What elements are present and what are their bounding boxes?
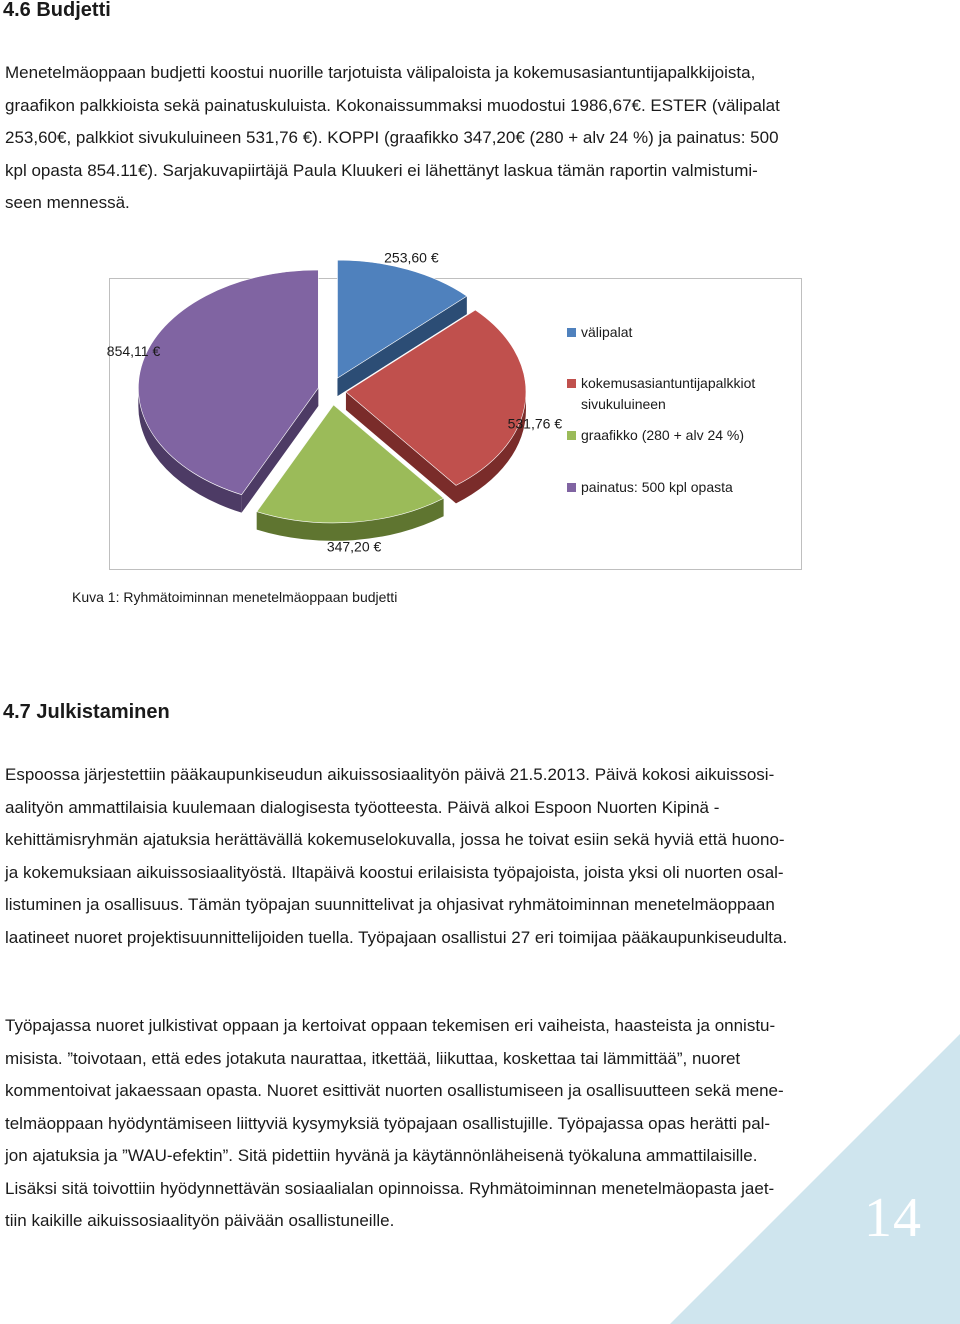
- legend-swatch: [567, 431, 576, 440]
- chart-legend: [567, 324, 755, 495]
- pie-data-label: 531,76 €: [507, 415, 563, 432]
- page-number: 14: [864, 1187, 922, 1249]
- legend-label: sivukuluineen: [581, 396, 666, 412]
- text-line: seen mennessä.: [5, 193, 130, 212]
- text-line: aalityön ammattilaisia kuulemaan dialogisesta työotteesta. Päivä alkoi Espoon Nuorten Kipinä -: [5, 797, 720, 817]
- text-line: graafikon palkkioista sekä painatuskuluista. Kokonaissummaksi muodostui 1986,67€. ESTER (välipalat: [5, 95, 780, 115]
- text-line: Työpajassa nuoret julkistivat oppaan ja kertoivat oppaan tekemisen eri vaiheista, haasteista ja onnistu-: [5, 1016, 776, 1035]
- legend-label: kokemusasiantuntijapalkkiot: [581, 375, 756, 391]
- legend-swatch: [567, 328, 576, 337]
- legend-swatch: [567, 483, 576, 492]
- text-line: kommentoivat jakaessaan opasta. Nuoret esittivät nuorten osallistumiseen ja osallisuutteen sekä mene-: [5, 1081, 784, 1100]
- text-line: 253,60€, palkkiot sivukuluineen 531,76 €). KOPPI (graafikko 347,20€ (280 + alv 24 %) ja painatus: 500: [5, 128, 779, 147]
- text-line: tiin kaikille aikuissosiaalityön päivään osallistuneille.: [5, 1211, 395, 1230]
- text-line: laatineet nuoret projektisuunnittelijoiden tuella. Työpajaan osallistui 27 eri toimijaa pääkaupunkiseudulta.: [5, 927, 788, 947]
- text-line: telmäoppaan hyödyntämiseen liittyviä kysymyksiä työpajaan osallistujille. Työpajassa opas herätti pal-: [5, 1113, 771, 1133]
- section-heading-julkistaminen: 4.7 Julkistaminen: [3, 701, 170, 723]
- pie-data-label: 253,60 €: [384, 249, 439, 266]
- text-line: ja kokemuksiaan aikuissosiaalityöstä. Iltapäivä koostui erilaisista työpajoista, joista yksi oli nuorten osal-: [5, 862, 784, 882]
- publication-paragraph-1: [5, 759, 873, 954]
- legend-label: painatus: 500 kpl opasta: [581, 479, 733, 495]
- legend-label: välipalat: [581, 324, 633, 340]
- section-heading-budjetti: 4.6 Budjetti: [3, 0, 111, 21]
- legend-label: graafikko (280 + alv 24 %): [581, 427, 745, 443]
- pie-data-label: 854,11 €: [106, 342, 161, 359]
- text-line: kehittämisryhmän ajatuksia herättävällä kokemuselokuvalla, jossa he toivat esiin sekä hyviä että huono-: [5, 830, 785, 849]
- text-line: Lisäksi sitä toivottiin hyödynnettävän sosiaalialan opinnoissa. Ryhmätoiminnan menetelmäopasta jaet-: [5, 1178, 775, 1198]
- budget-pie-chart: [106, 249, 802, 570]
- text-line: listuminen ja osallisuus. Tämän työpajan suunnittelivat ja ohjasivat ryhmätoiminnan menetelmäoppaan: [5, 895, 775, 914]
- pie-chart-svg: [106, 249, 801, 569]
- figure-caption: Kuva 1: Ryhmätoiminnan menetelmäoppaan budjetti: [72, 589, 398, 605]
- text-line: Menetelmäoppaan budjetti koostui nuorille tarjotuista välipaloista ja kokemusasiantuntijapalkkijoista,: [5, 63, 756, 82]
- text-line: misista. ”toivotaan, että edes jotakuta naurattaa, itkettää, liikuttaa, koskettaa tai lämmittää”, nuoret: [5, 1048, 741, 1068]
- legend-swatch: [567, 379, 576, 388]
- text-line: Espoossa järjestettiin pääkaupunkiseudun aikuissosiaalityön päivä 21.5.2013. Päivä kokosi aikuissosi-: [5, 765, 775, 784]
- publication-paragraph-2: [5, 1010, 873, 1238]
- pie-data-label: 347,20 €: [326, 538, 382, 555]
- budget-paragraph: [5, 57, 873, 220]
- text-line: jon ajatuksia ja ”WAU-efektin”. Sitä pidettiin hyvänä ja käytännönläheisenä työkaluna ammattilaisille.: [5, 1146, 758, 1165]
- text-line: kpl opasta 854.11€). Sarjakuvapiirtäjä Paula Kluukeri ei lähettänyt laskua tämän raportin valmistumi-: [5, 160, 758, 180]
